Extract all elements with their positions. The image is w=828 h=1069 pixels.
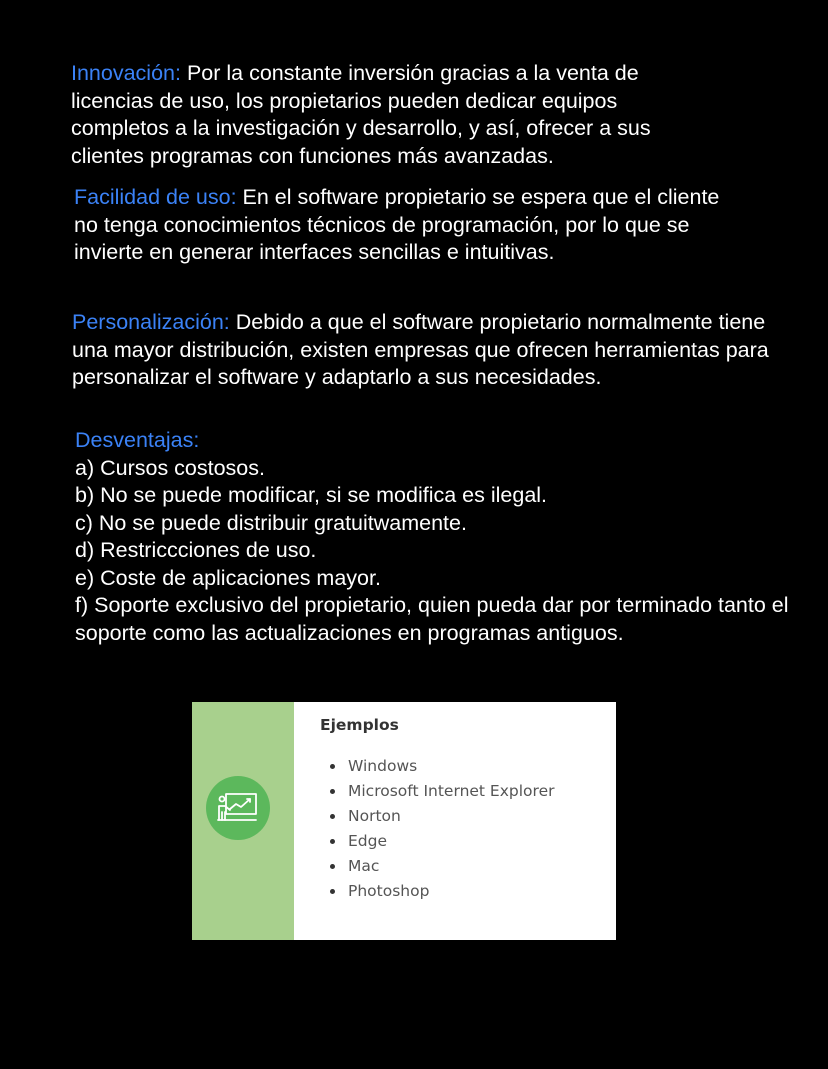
bullet-icon (330, 814, 335, 819)
bullet-icon (330, 764, 335, 769)
disadvantage-item: f) Soporte exclusivo del propietario, quien pueda dar por terminado tanto el soporte como las actualizaciones en programas antiguos. (75, 593, 789, 645)
ease-of-use-paragraph (74, 184, 724, 267)
disadvantages-section (75, 427, 805, 647)
disadvantage-item: e) Coste de aplicaciones mayor. (75, 565, 381, 590)
bullet-icon (330, 864, 335, 869)
disadvantage-item: b) No se puede modificar, si se modifica es ilegal. (75, 483, 548, 507)
bullet-icon (330, 789, 335, 794)
customization-text: Debido a que el software propietario normalmente tiene una mayor distribución, existen empresas que ofrecen herramientas para personalizar el software y adaptarlo a sus necesidades. (72, 310, 769, 389)
example-label: Windows (348, 757, 418, 775)
examples-card-body (294, 702, 616, 940)
examples-title: Ejemplos (320, 716, 399, 734)
examples-card (192, 702, 616, 940)
customization-heading: Personalización: (72, 310, 230, 334)
disadvantages-heading: Desventajas: (75, 428, 200, 452)
presentation-chart-icon (206, 776, 270, 840)
ease-of-use-text: En el software propietario se espera que el cliente no tenga conocimientos técnicos de programación, por lo que se invierte en generar interfaces sencillas e intuitivas. (74, 185, 720, 264)
example-label: Mac (348, 857, 380, 875)
example-item (330, 879, 616, 904)
examples-card-sidebar (192, 702, 294, 940)
example-item (330, 779, 616, 804)
bullet-icon (330, 889, 335, 894)
example-label: Photoshop (348, 882, 430, 900)
bullet-icon (330, 839, 335, 844)
example-item (330, 829, 616, 854)
disadvantage-item: c) No se puede distribuir gratuitwamente. (75, 510, 467, 535)
disadvantage-item: d) Restriccciones de uso. (75, 538, 317, 562)
innovation-text: Por la constante inversión gracias a la venta de licencias de uso, los propietarios pueden dedicar equipos completos a la investigación y desarrollo, y así, ofrecer a sus clientes programas con funciones más avanzadas. (71, 61, 651, 168)
customization-paragraph (72, 309, 802, 392)
example-label: Edge (348, 832, 388, 850)
example-label: Norton (348, 807, 401, 825)
example-item (330, 754, 616, 779)
examples-list (320, 754, 616, 904)
example-label: Microsoft Internet Explorer (348, 782, 555, 800)
disadvantage-item: a) Cursos costosos. (75, 455, 265, 480)
example-item (330, 854, 616, 879)
innovation-heading: Innovación: (71, 61, 181, 85)
ease-of-use-heading: Facilidad de uso: (74, 185, 237, 209)
example-item (330, 804, 616, 829)
innovation-paragraph (71, 60, 711, 170)
